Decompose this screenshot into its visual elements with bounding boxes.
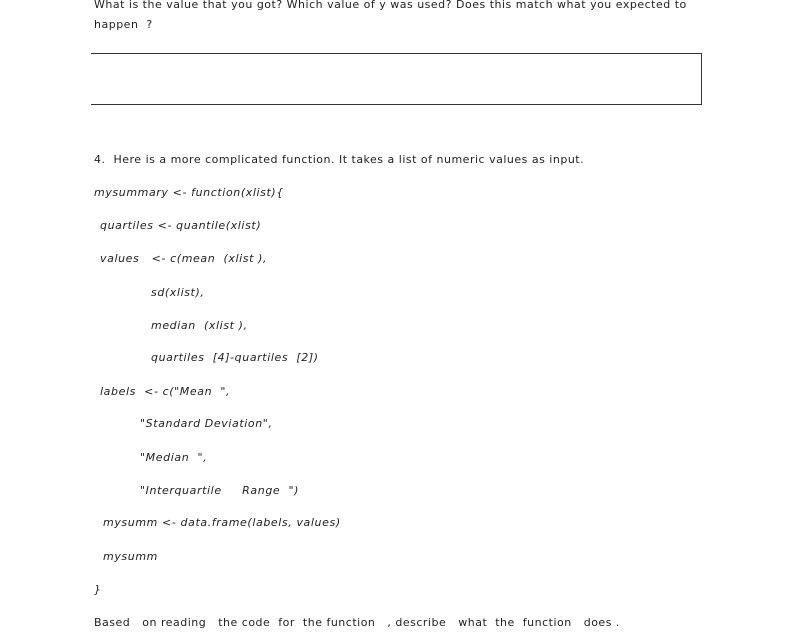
code-line: mysumm <- data.frame(labels, values) [103, 516, 341, 529]
question-3-prompt-line-2: happen ? [94, 18, 153, 31]
question-3-prompt-line-1: What is the value that you got? Which value of y was used? Does this match what you expected to [94, 0, 687, 11]
question-4-heading: 4. Here is a more complicated function. It takes a list of numeric values as input. [94, 153, 585, 166]
answer-box[interactable] [91, 53, 702, 105]
code-line: median (xlist ), [151, 319, 248, 332]
code-line: "Standard Deviation", [140, 417, 273, 430]
code-line: "Median ", [140, 451, 208, 464]
code-line: labels <- c("Mean ", [100, 385, 231, 398]
code-line: sd(xlist), [151, 286, 205, 299]
code-line: mysumm [103, 550, 158, 563]
code-line: quartiles [4]-quartiles [2]) [151, 351, 319, 364]
code-line: quartiles <- quantile(xlist) [100, 219, 262, 232]
question-4-followup: Based on reading the code for the function , describe what the function does . [94, 616, 620, 629]
code-line: } [94, 583, 102, 596]
code-line: values <- c(mean (xlist ), [100, 252, 268, 265]
code-line: mysummary <- function(xlist){ [94, 186, 284, 199]
code-line: "Interquartile Range ") [140, 484, 300, 497]
